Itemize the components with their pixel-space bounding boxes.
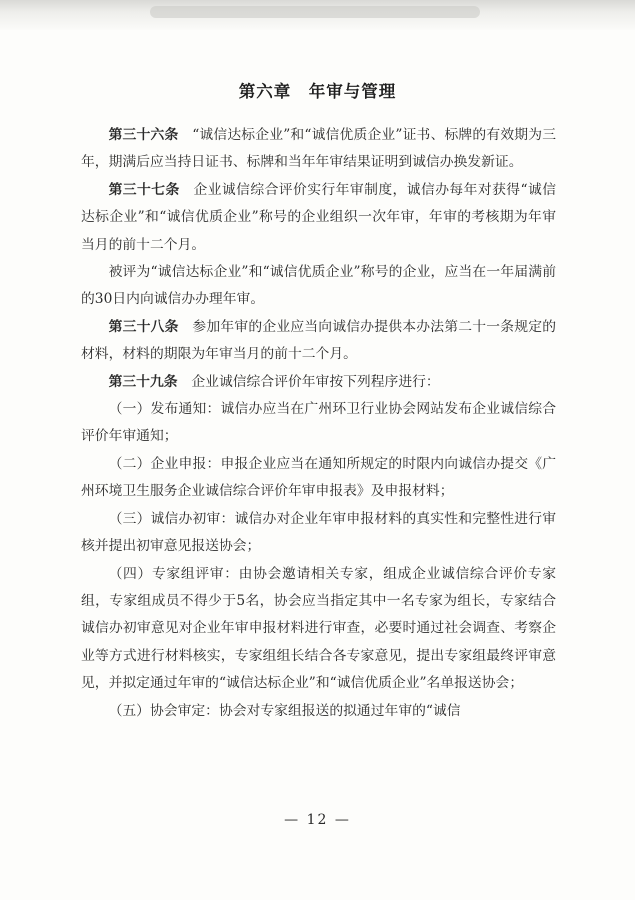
paragraph-text: 企业诚信综合评价年审按下列程序进行： <box>191 373 440 390</box>
paragraph-text: 企业诚信综合评价实行年审制度，诚信办每年对获得“诚信达标企业”和“诚信优质企业”称号的企业组织一次年审，年审的考核期为年审当月的前十二个月。 <box>81 181 556 253</box>
paragraph-text: （二）企业申报：申报企业应当在通知所规定的时限内向诚信办提交《广州环境卫生服务企业诚信综合评价年审申报表》及申报材料； <box>81 455 556 500</box>
article-number: 第三十八条 <box>108 318 179 335</box>
paragraph-text: 参加年审的企业应当向诚信办提供本办法第二十一条规定的材料，材料的期限为年审当月的前十二个月。 <box>81 318 556 363</box>
paragraph-text: （五）协会审定：协会对专家组报送的拟通过年审的“诚信 <box>108 702 461 719</box>
article-number: 第三十九条 <box>108 373 178 390</box>
article-number: 第三十七条 <box>108 181 180 198</box>
page-number: — 12 — <box>284 812 351 828</box>
article-number: 第三十六条 <box>108 127 179 143</box>
paragraph <box>81 369 556 396</box>
paragraph-text: （一）发布通知：诚信办应当在广州环卫行业协会网站发布企业诚信综合评价年审通知； <box>81 401 556 445</box>
paragraph <box>81 314 556 369</box>
paragraph <box>81 561 556 698</box>
paragraph-text: 被评为“诚信达标企业”和“诚信优质企业”称号的企业，应当在一年届满前的30日内向诚信办办理年审。 <box>81 264 556 308</box>
paragraph <box>81 506 556 561</box>
chapter-title: 第六章 年审与管理 <box>238 82 397 101</box>
paragraph <box>81 451 556 506</box>
paragraph <box>81 698 556 725</box>
paragraph <box>81 177 556 259</box>
paragraph-text: （四）专家组评审：由协会邀请相关专家，组成企业诚信综合评价专家组，专家组成员不得少于5名，协会应当指定其中一名专家为组长，专家结合诚信办初审意见对企业年审申报材料进行审查，必要时通过社会调查、考察企业等方式进行材料核实，专家组组长结合各专家意见，提出专家组最终评审意见，并拟定通过年审的“诚信达标企业”和“诚信优质企业”名单报送协会； <box>81 565 556 692</box>
document-body <box>81 122 556 725</box>
paragraph-text: （三）诚信办初审：诚信办对企业年审申报材料的真实性和完整性进行审核并提出初审意见报送协会； <box>81 510 556 555</box>
paragraph <box>81 122 556 177</box>
paragraph <box>81 259 556 314</box>
paragraph-text: “诚信达标企业”和“诚信优质企业”证书、标牌的有效期为三年，期满后应当持日证书、标牌和当年年审结果证明到诚信办换发新证。 <box>81 127 556 171</box>
paragraph <box>81 396 556 451</box>
